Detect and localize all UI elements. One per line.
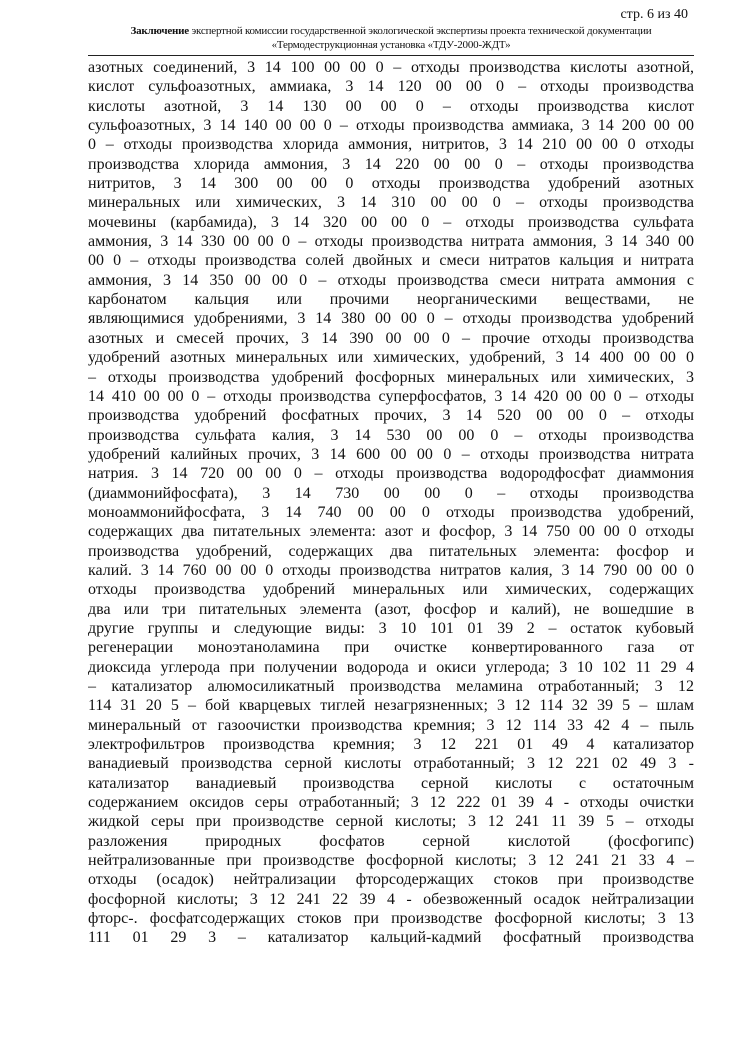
body-text-line: производства хлорида аммония, 3 14 220 00 00 0 – отходы производства [88, 155, 694, 173]
body-text-line: два или три питательных элемента (азот, фосфор и калий), не вошедшие в [88, 600, 694, 618]
body-text-line: натрия. 3 14 720 00 00 0 – отходы производства водородфосфат диаммония [88, 465, 694, 483]
body-text-line: 00 0 – отходы производства солей двойных и смеси нитратов кальция и нитрата [88, 252, 694, 270]
running-header-lead: Заключение [130, 25, 189, 37]
body-text-line: фторс-. фосфатсодержащих стоков при производстве фосфорной кислоты; 3 13 [88, 910, 694, 928]
body-text-line: другие группы и следующие виды: 3 10 101 01 39 2 – остаток кубовый [88, 619, 694, 637]
body-text-line: 0 – отходы производства хлорида аммония, нитритов, 3 14 210 00 00 0 отходы [88, 136, 694, 154]
body-text-line: удобрений азотных минеральных или химических, удобрений, 3 14 400 00 00 0 [88, 349, 694, 367]
body-text [88, 58, 694, 948]
body-text-line: разложения природных фосфатов серной кислотой (фосфогипс) [88, 832, 694, 850]
body-text-line: 114 31 20 5 – бой кварцевых тиглей незагрязненных; 3 12 114 32 39 5 – шлам [88, 697, 694, 715]
body-text-line: аммония, 3 14 330 00 00 0 – отходы производства нитрата аммония, 3 14 340 00 [88, 233, 694, 251]
body-text-line: жидкой серы при производстве серной кислоты; 3 12 241 11 39 5 – отходы [88, 813, 694, 831]
body-text-line: фосфорной кислоты; 3 12 241 22 39 4 - обезвоженный осадок нейтрализации [88, 890, 694, 908]
body-text-line: – катализатор алюмосиликатный производства меламина отработанный; 3 12 [88, 678, 694, 695]
body-text-line: производства удобрений фосфатных прочих, 3 14 520 00 00 0 – отходы [88, 407, 694, 425]
body-text-line: отходы (осадок) нейтрализации фторсодержащих стоков при производстве [88, 871, 694, 889]
body-text-line: 111 01 29 3 – катализатор кальций-кадмий фосфатный производства [88, 929, 694, 947]
running-header-text: экспертной комиссии государственной экологической экспертизы проекта технической документации «Термодеструкционная установка «ТДУ-2000-ЖДТ» [188, 25, 652, 51]
body-text-line: – отходы производства удобрений фосфорных минеральных или химических, 3 [88, 368, 694, 386]
body-text-line: азотных и смесей прочих, 3 14 390 00 00 0 – прочие отходы производства [88, 329, 694, 347]
body-text-line: сульфоазотных, 3 14 140 00 00 0 – отходы производства аммиака, 3 14 200 00 00 [88, 117, 694, 135]
body-text-line: диоксида углерода при получении водорода и окиси углерода; 3 10 102 11 29 4 [88, 658, 694, 676]
body-text-line: удобрений калийных прочих, 3 14 600 00 00 0 – отходы производства нитрата [88, 445, 694, 463]
body-text-line: азотных соединений, 3 14 100 00 00 0 – отходы производства кислоты азотной, [88, 59, 694, 76]
body-text-line: минеральный от газоочистки производства кремния; 3 12 114 33 42 4 – пыль [88, 716, 694, 734]
body-text-line: нитритов, 3 14 300 00 00 0 отходы производства удобрений азотных [88, 175, 694, 193]
body-text-line: калий. 3 14 760 00 00 0 отходы производства нитратов калия, 3 14 790 00 00 0 [88, 561, 694, 579]
body-text-line: минеральных или химических, 3 14 310 00 00 0 – отходы производства [88, 194, 694, 212]
body-text-line: нейтрализованные при производстве фосфорной кислоты; 3 12 241 21 33 4 – [88, 852, 694, 870]
body-text-line: производства сульфата калия, 3 14 530 00 00 0 – отходы производства [88, 426, 694, 444]
body-text-line: кислоты азотной, 3 14 130 00 00 0 – отходы производства кислот [88, 97, 694, 115]
body-text-line: (диаммонийфосфата), 3 14 730 00 00 0 – отходы производства [88, 484, 694, 502]
body-text-line: ванадиевый производства серной кислоты отработанный; 3 12 221 02 49 3 - [88, 755, 694, 773]
body-text-line: содержанием оксидов серы отработанный; 3 12 222 01 39 4 - отходы очистки [88, 794, 694, 812]
body-text-line: мочевины (карбамида), 3 14 320 00 00 0 – отходы производства сульфата [88, 213, 694, 231]
body-text-line: катализатор ванадиевый производства серной кислоты с остаточным [88, 774, 694, 792]
body-text-line: являющимися удобрениями, 3 14 380 00 00 0 – отходы производства удобрений [88, 310, 694, 328]
page-number: стр. 6 из 40 [620, 7, 688, 22]
header-rule [88, 55, 694, 56]
body-text-line: содержащих два питательных элемента: азот и фосфор, 3 14 750 00 00 0 отходы [88, 523, 694, 541]
body-text-line: кислот сульфоазотных, аммиака, 3 14 120 00 00 0 – отходы производства [88, 78, 694, 96]
body-text-line: карбонатом кальция или прочими неорганическими веществами, не [88, 291, 694, 309]
running-header [88, 24, 694, 52]
body-text-line: отходы производства удобрений минеральных или химических, содержащих [88, 581, 694, 599]
body-text-line: аммония, 3 14 350 00 00 0 – отходы производства смеси нитрата аммония с [88, 271, 694, 289]
body-text-line: электрофильтров производства кремния; 3 12 221 01 49 4 катализатор [88, 736, 694, 754]
body-text-line: регенерации моноэтаноламина при очистке конвертированного газа от [88, 639, 694, 657]
body-text-line: моноаммонийфосфата, 3 14 740 00 00 0 отходы производства удобрений, [88, 503, 694, 521]
body-text-line: 14 410 00 00 0 – отходы производства суперфосфатов, 3 14 420 00 00 0 – отходы [88, 387, 694, 405]
body-text-line: производства удобрений, содержащих два питательных элемента: фосфор и [88, 542, 694, 560]
